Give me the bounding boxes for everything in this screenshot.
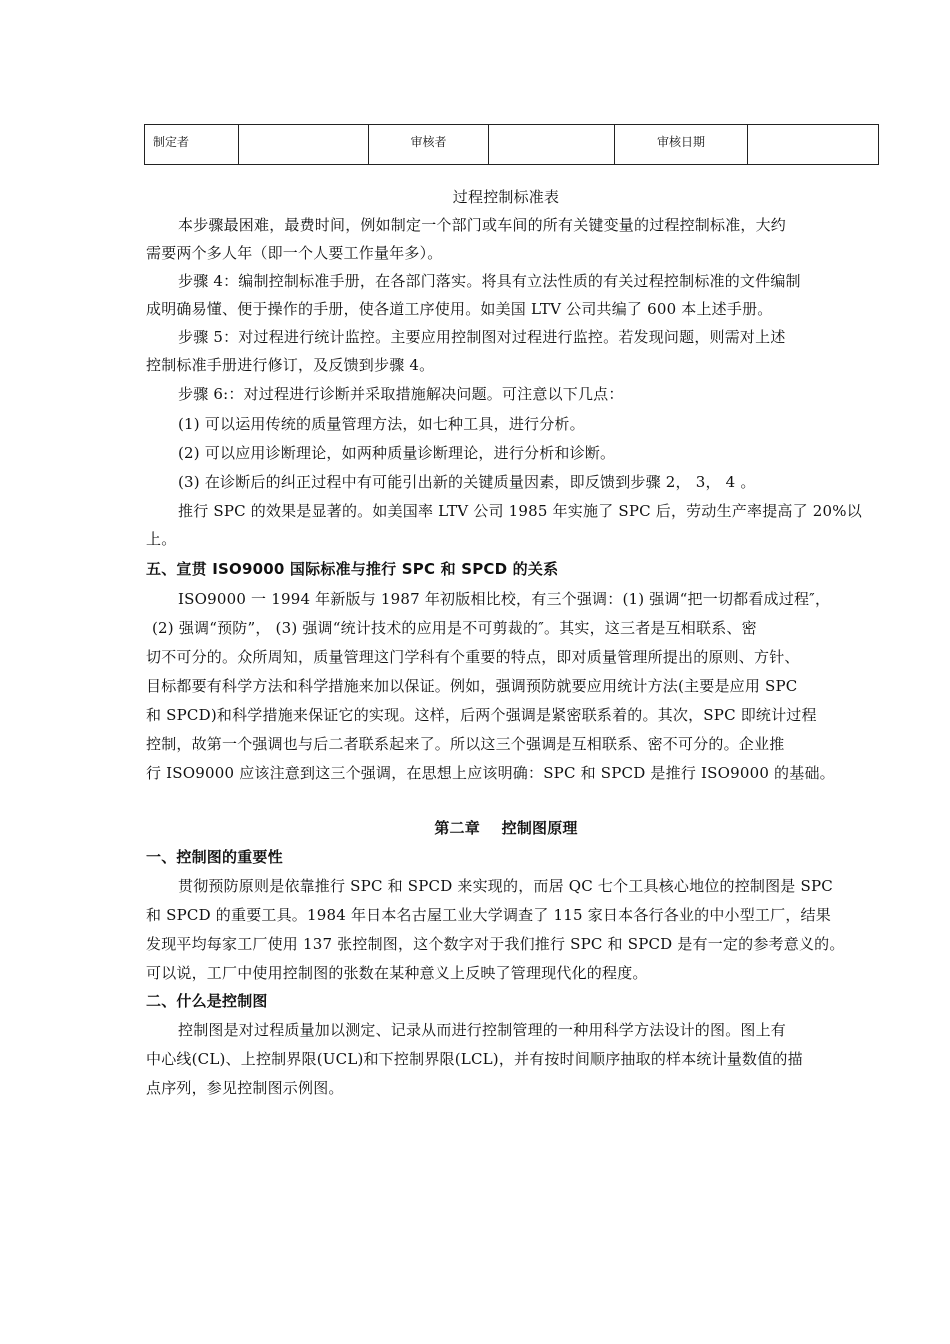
review-date-value <box>748 125 879 165</box>
reviewer-label: 审核者 <box>369 125 489 165</box>
paragraph-line: 可以说，工厂中使用控制图的张数在某种意义上反映了管理现代化的程度。 <box>146 964 648 982</box>
paragraph-line: 需要两个多人年（即一个人要工作量年多）。 <box>146 244 443 262</box>
section-heading: 一、控制图的重要性 <box>146 848 283 866</box>
paragraph-line: 控制图是对过程质量加以测定、记录从而进行控制管理的一种用科学方法设计的图。图上有 <box>178 1021 787 1039</box>
maker-label: 制定者 <box>145 125 239 165</box>
paragraph-line: 和 SPCD 的重要工具。1984 年日本名古屋工业大学调查了 115 家日本各行各业的中小型工厂，结果 <box>146 906 831 924</box>
paragraph-line: 控制，故第一个强调也与后二者联系起来了。所以这三个强调是互相联系、密不可分的。企业推 <box>146 735 785 753</box>
paragraph-line: 控制标准手册进行修订，及反馈到步骤 4。 <box>146 356 435 374</box>
paragraph-line: 成明确易懂、便于操作的手册，使各道工序使用。如美国 LTV 公司共编了 600 本上述手册。 <box>146 300 773 318</box>
paragraph-line: 推行 SPC 的效果是显著的。如美国率 LTV 公司 1985 年实施了 SPC 后，劳动生产率提高了 20%以 <box>178 502 862 520</box>
paragraph-line: 和 SPCD)和科学措施来保证它的实现。这样，后两个强调是紧密联系着的。其次，SPC 即统计过程 <box>146 706 817 724</box>
paragraph-line: 点序列，参见控制图示例图。 <box>146 1079 344 1097</box>
list-item: (2) 可以应用诊断理论，如两种质量诊断理论，进行分析和诊断。 <box>178 444 616 462</box>
paragraph-line: (2) 强调“预防”， (3) 强调“统计技术的应用是不可剪裁的″。其实，这三者是互相联系、密 <box>152 619 757 637</box>
section-heading: 五、宣贯 ISO9000 国际标准与推行 SPC 和 SPCD 的关系 <box>146 560 559 578</box>
section-heading: 二、什么是控制图 <box>146 992 268 1010</box>
paragraph-line: 贯彻预防原则是依靠推行 SPC 和 SPCD 来实现的，而居 QC 七个工具核心地位的控制图是 SPC <box>178 877 833 895</box>
reviewer-value <box>489 125 615 165</box>
paragraph-line: 切不可分的。众所周知，质量管理这门学科有个重要的特点，即对质量管理所提出的原则、方针、 <box>146 648 800 666</box>
paragraph-line: 行 ISO9000 应该注意到这三个强调，在思想上应该明确：SPC 和 SPCD 是推行 ISO9000 的基础。 <box>146 764 835 782</box>
paragraph-line: 步骤 6:：对过程进行诊断并采取措施解决问题。可注意以下几点： <box>178 385 624 403</box>
paragraph-line: ISO9000 一 1994 年新版与 1987 年初版相比校，有三个强调：(1) 强调“把一切都看成过程″， <box>178 590 831 608</box>
signature-table <box>144 124 879 165</box>
table-caption: 过程控制标准表 <box>452 188 560 206</box>
paragraph-line: 步骤 4：编制控制标准手册，在各部门落实。将具有立法性质的有关过程控制标准的文件编制 <box>178 272 801 290</box>
paragraph-line: 上。 <box>146 530 177 548</box>
chapter-title: 第二章 控制图原理 <box>434 819 578 837</box>
paragraph-line: 步骤 5：对过程进行统计监控。主要应用控制图对过程进行监控。若发现问题，则需对上述 <box>178 328 786 346</box>
list-item: (3) 在诊断后的纠正过程中有可能引出新的关键质量因素，即反馈到步骤 2， 3， 4 。 <box>178 473 756 491</box>
list-item: (1) 可以运用传统的质量管理方法，如七种工具，进行分析。 <box>178 415 585 433</box>
maker-value <box>239 125 369 165</box>
paragraph-line: 目标都要有科学方法和科学措施来加以保证。例如，强调预防就要应用统计方法(主要是应用 SPC <box>146 677 798 695</box>
paragraph-line: 中心线(CL)、上控制界限(UCL)和下控制界限(LCL)，并有按时间顺序抽取的样本统计量数值的描 <box>146 1050 803 1068</box>
review-date-label: 审核日期 <box>615 125 748 165</box>
paragraph-line: 发现平均每家工厂使用 137 张控制图，这个数字对于我们推行 SPC 和 SPCD 是有一定的参考意义的。 <box>146 935 845 953</box>
paragraph-line: 本步骤最困难，最费时间，例如制定一个部门或车间的所有关键变量的过程控制标准，大约 <box>178 216 787 234</box>
